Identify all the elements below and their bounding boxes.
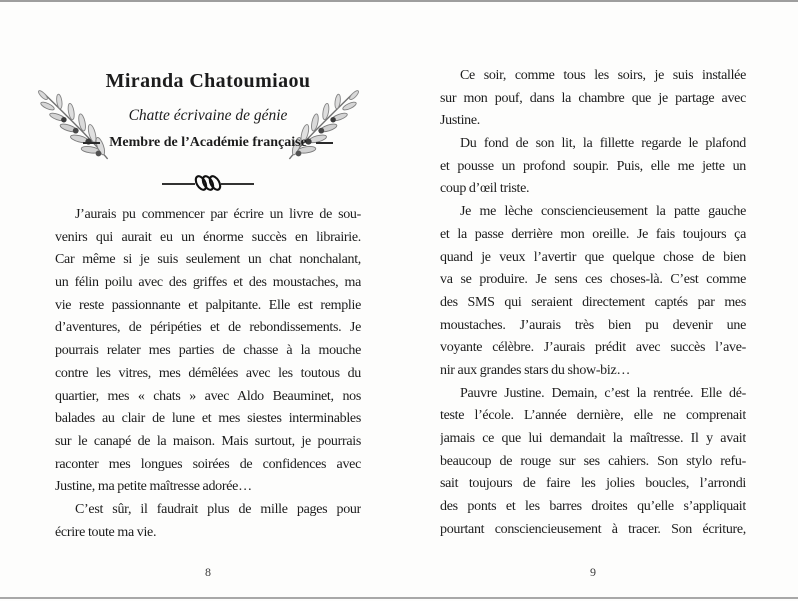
text-line: voyante célèbre. J’aurais prédit avec succès l’ave- (440, 340, 746, 356)
text-line: pourrais relater mes parties de chasse à la mouche (55, 343, 361, 359)
text-line: des ponts et les barres droites qu’elle s’appliquait (440, 499, 746, 515)
window-bottom-edge (0, 597, 798, 599)
text-line: coup d’œil triste. (440, 181, 530, 197)
text-line: écrire toute ma vie. (55, 524, 157, 540)
text-line: un félin poilu avec des griffes et des moustaches, ma (55, 275, 361, 291)
ornament-dash-right (316, 142, 333, 144)
page-body-right (440, 65, 746, 541)
text-line: sait toujours de faire les jolies boucles, l’arrondi (440, 476, 746, 492)
text-line: venirs qui aurait eu un énorme succès en librairie. (55, 229, 361, 245)
text-line: Ce soir, comme tous les soirs, je suis installée (460, 68, 746, 83)
page-number-right: 9 (590, 565, 596, 579)
text-line: quand je veux l’avertir que quelque chose de bien (440, 249, 746, 265)
page-body-left (55, 204, 361, 544)
text-line: raconter mes longues soirées de confidences avec (55, 456, 361, 472)
text-line: et pousse un profond soupir. Puis, elle me jette un (440, 158, 746, 174)
page-number-left: 8 (205, 565, 211, 579)
text-line: teste l’école. L’année dernière, elle ne comprenait (440, 408, 746, 424)
text-line: vie reste passionnante et palpitante. Elle est remplie (55, 297, 361, 313)
text-line: Pauvre Justine. Demain, c’est la rentrée. Elle dé- (460, 385, 746, 401)
text-line: Du fond de son lit, la fillette regarde le plafond (460, 136, 746, 152)
text-line: Car même si je suis seulement un chat nonchalant, (55, 252, 361, 268)
olive-branch-right-icon (283, 86, 365, 168)
author-subtitle: Chatte écrivaine de génie (128, 107, 288, 124)
page-right[interactable] (440, 0, 746, 597)
text-line: contre les vitres, mes démêlées avec les toutous du (55, 365, 361, 381)
text-line: quartier, mes « chats » avec Aldo Beauminet, nos (55, 388, 361, 404)
text-line: moustaches. J’aurais très bien pu devenir une (440, 317, 746, 333)
text-line: balades au clair de lune et mes siestes interminables (55, 411, 361, 427)
text-line: beaucoup de rouge sur ses cahiers. Son stylo refu- (440, 453, 746, 469)
divider-squiggle-icon (160, 172, 256, 194)
text-line: Justine, ma petite maîtresse adorée… (55, 479, 252, 495)
text-line: Justine. (440, 113, 480, 129)
text-line: sur le canapé de la maison. Mais surtout, je pourrais (55, 433, 361, 449)
text-line: jamais ce que lui demandait la maîtresse. Il y avait (440, 431, 746, 446)
text-line: des SMS qui seraient directement captés par mes (440, 294, 746, 310)
author-title: Miranda Chatoumiaou (105, 70, 311, 92)
text-line: C’est sûr, il faudrait plus de mille pages pour (75, 501, 361, 517)
author-affiliation: Membre de l’Académie française (109, 135, 307, 150)
text-line: J’aurais pu commencer par écrire un livre de sou- (75, 207, 361, 222)
text-line: pourtant consciencieusement à tracer. Son écriture, (440, 521, 746, 537)
author-affiliation-row (55, 135, 361, 151)
olive-branch-left-icon (32, 86, 114, 168)
text-line: nir aux grandes stars du show-biz… (440, 362, 631, 378)
text-line: va se produire. Je sens ces choses-là. C’est comme (440, 272, 746, 288)
page-left[interactable] (55, 0, 361, 597)
text-line: et la passe derrière mon oreille. Je fais toujours ça (440, 226, 746, 242)
ornament-dash-left (83, 142, 100, 144)
text-line: Je me lèche consciencieusement la patte gauche (460, 204, 746, 220)
text-line: d’aventures, de péripéties et de rebondissements. Je (55, 320, 361, 336)
text-line: sur mon pouf, dans la chambre que je partage avec (440, 90, 746, 106)
